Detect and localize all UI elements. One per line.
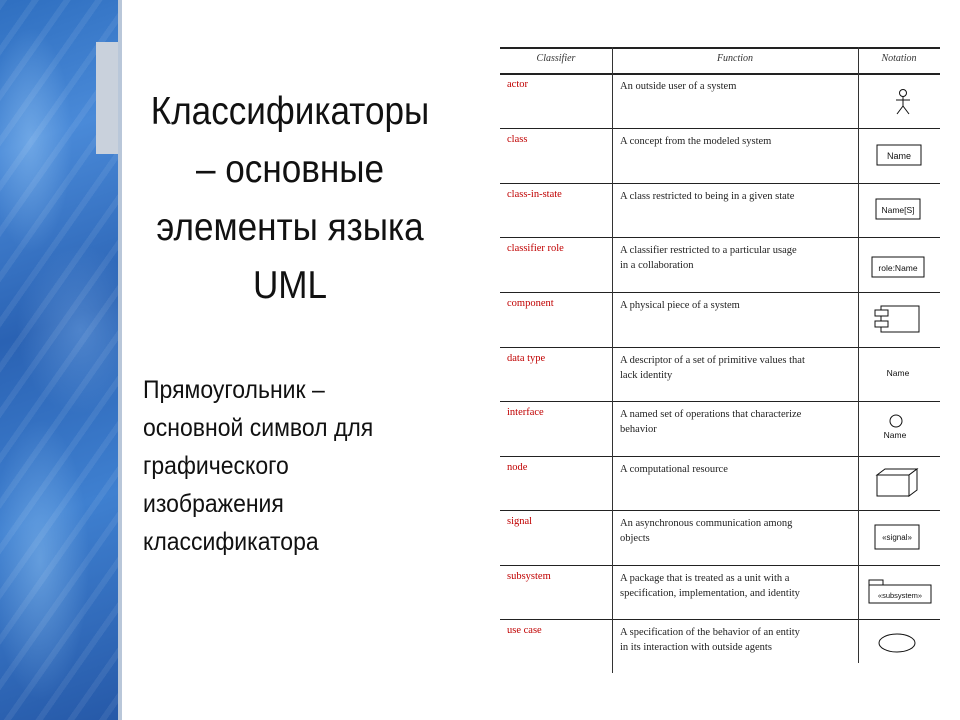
function-line: A concept from the modeled system [620, 136, 772, 147]
node-cube-icon [860, 458, 940, 512]
function-line: behavior [620, 424, 657, 435]
function-line: A descriptor of a set of primitive values that [620, 355, 805, 366]
table-row [500, 621, 940, 675]
classifier-name: classifier role [507, 243, 564, 254]
state-box-label: Name[S] [881, 205, 915, 215]
notation-cell [860, 567, 940, 621]
class-box-label: Name [886, 151, 912, 161]
table-row [500, 294, 940, 348]
function-line: A named set of operations that characterize [620, 409, 802, 420]
classifier-function [620, 79, 858, 94]
table-row [500, 239, 940, 293]
function-line: A classifier restricted to a particular usage [620, 245, 797, 256]
title-line: – основные [195, 148, 385, 191]
classifier-function [620, 462, 858, 477]
classifier-name: node [507, 462, 528, 473]
notation-cell [860, 621, 940, 675]
notation-cell [860, 185, 940, 239]
title-line: элементы языка [156, 206, 424, 249]
title-line: Классификаторы [150, 90, 430, 133]
function-line: A computational resource [620, 464, 728, 475]
data-type-label [860, 349, 940, 403]
classifier-name: subsystem [507, 571, 551, 582]
body-line: классификатора [143, 528, 319, 556]
subsystem-folder-icon [860, 567, 940, 621]
component-icon [860, 294, 940, 348]
title-line: UML [252, 264, 328, 307]
table-row [500, 403, 940, 457]
table-row [500, 130, 940, 184]
function-line: A specification of the behavior of an entity [620, 627, 800, 638]
slide-title [142, 83, 439, 315]
classifier-function [620, 407, 858, 437]
signal-box-icon [860, 512, 940, 566]
header-classifier: Classifier [536, 53, 576, 64]
classifier-function [620, 516, 858, 546]
body-line: Прямоугольник – [143, 376, 325, 404]
classifier-function [620, 625, 858, 655]
interface-circle-icon [860, 403, 940, 457]
use-case-ellipse-icon [860, 621, 940, 675]
table-row [500, 349, 940, 403]
classifier-name: use case [507, 625, 542, 636]
slide-body-text [143, 371, 437, 561]
classifier-function [620, 353, 858, 383]
classifier-name: data type [507, 353, 546, 364]
header-function: Function [716, 53, 754, 64]
classifier-name: actor [507, 79, 528, 90]
role-box-label: role:Name [878, 263, 918, 273]
classifier-name: class-in-state [507, 189, 562, 200]
classifier-function [620, 134, 858, 149]
title-accent-tab [96, 42, 118, 154]
classifier-name: interface [507, 407, 544, 418]
uml-classifier-table [500, 47, 940, 673]
function-line: in a collaboration [620, 260, 694, 271]
function-line: lack identity [620, 370, 673, 381]
classifier-name: signal [507, 516, 533, 527]
notation-cell [860, 294, 940, 348]
band-divider [118, 0, 122, 720]
function-line: objects [620, 533, 650, 544]
function-line: A package that is treated as a unit with a [620, 573, 790, 584]
state-box-icon [860, 185, 940, 239]
interface-label: Name [883, 430, 907, 440]
function-line: An asynchronous communication among [620, 518, 793, 529]
notation-cell [860, 239, 940, 293]
table-row [500, 512, 940, 566]
notation-cell [860, 512, 940, 566]
role-box-icon [860, 239, 940, 293]
table-row [500, 75, 940, 129]
function-line: A class restricted to being in a given state [620, 191, 795, 202]
notation-cell [860, 458, 940, 512]
classifier-function [620, 298, 858, 313]
table-row [500, 458, 940, 512]
signal-label: «signal» [882, 533, 912, 542]
body-line: изображения [143, 490, 284, 518]
stick-figure-icon [860, 75, 940, 129]
data-type-text: Name [886, 368, 910, 378]
header-notation: Notation [881, 53, 917, 64]
body-line: графического [143, 452, 289, 480]
table-row [500, 567, 940, 621]
function-line: A physical piece of a system [620, 300, 740, 311]
subsystem-label: «subsystem» [877, 591, 923, 600]
table-top-rule [500, 47, 940, 49]
function-line: An outside user of a system [620, 81, 737, 92]
classifier-name: class [507, 134, 528, 145]
body-line: основной символ для [143, 414, 374, 442]
classifier-function [620, 189, 858, 204]
notation-cell [860, 349, 940, 403]
function-line: in its interaction with outside agents [620, 642, 772, 653]
function-line: specification, implementation, and identity [620, 588, 800, 599]
notation-cell [860, 130, 940, 184]
notation-cell [860, 403, 940, 457]
notation-cell [860, 75, 940, 129]
table-row [500, 185, 940, 239]
classifier-name: component [507, 298, 554, 309]
class-box-icon [860, 130, 940, 184]
classifier-function [620, 243, 858, 273]
classifier-function [620, 571, 858, 601]
